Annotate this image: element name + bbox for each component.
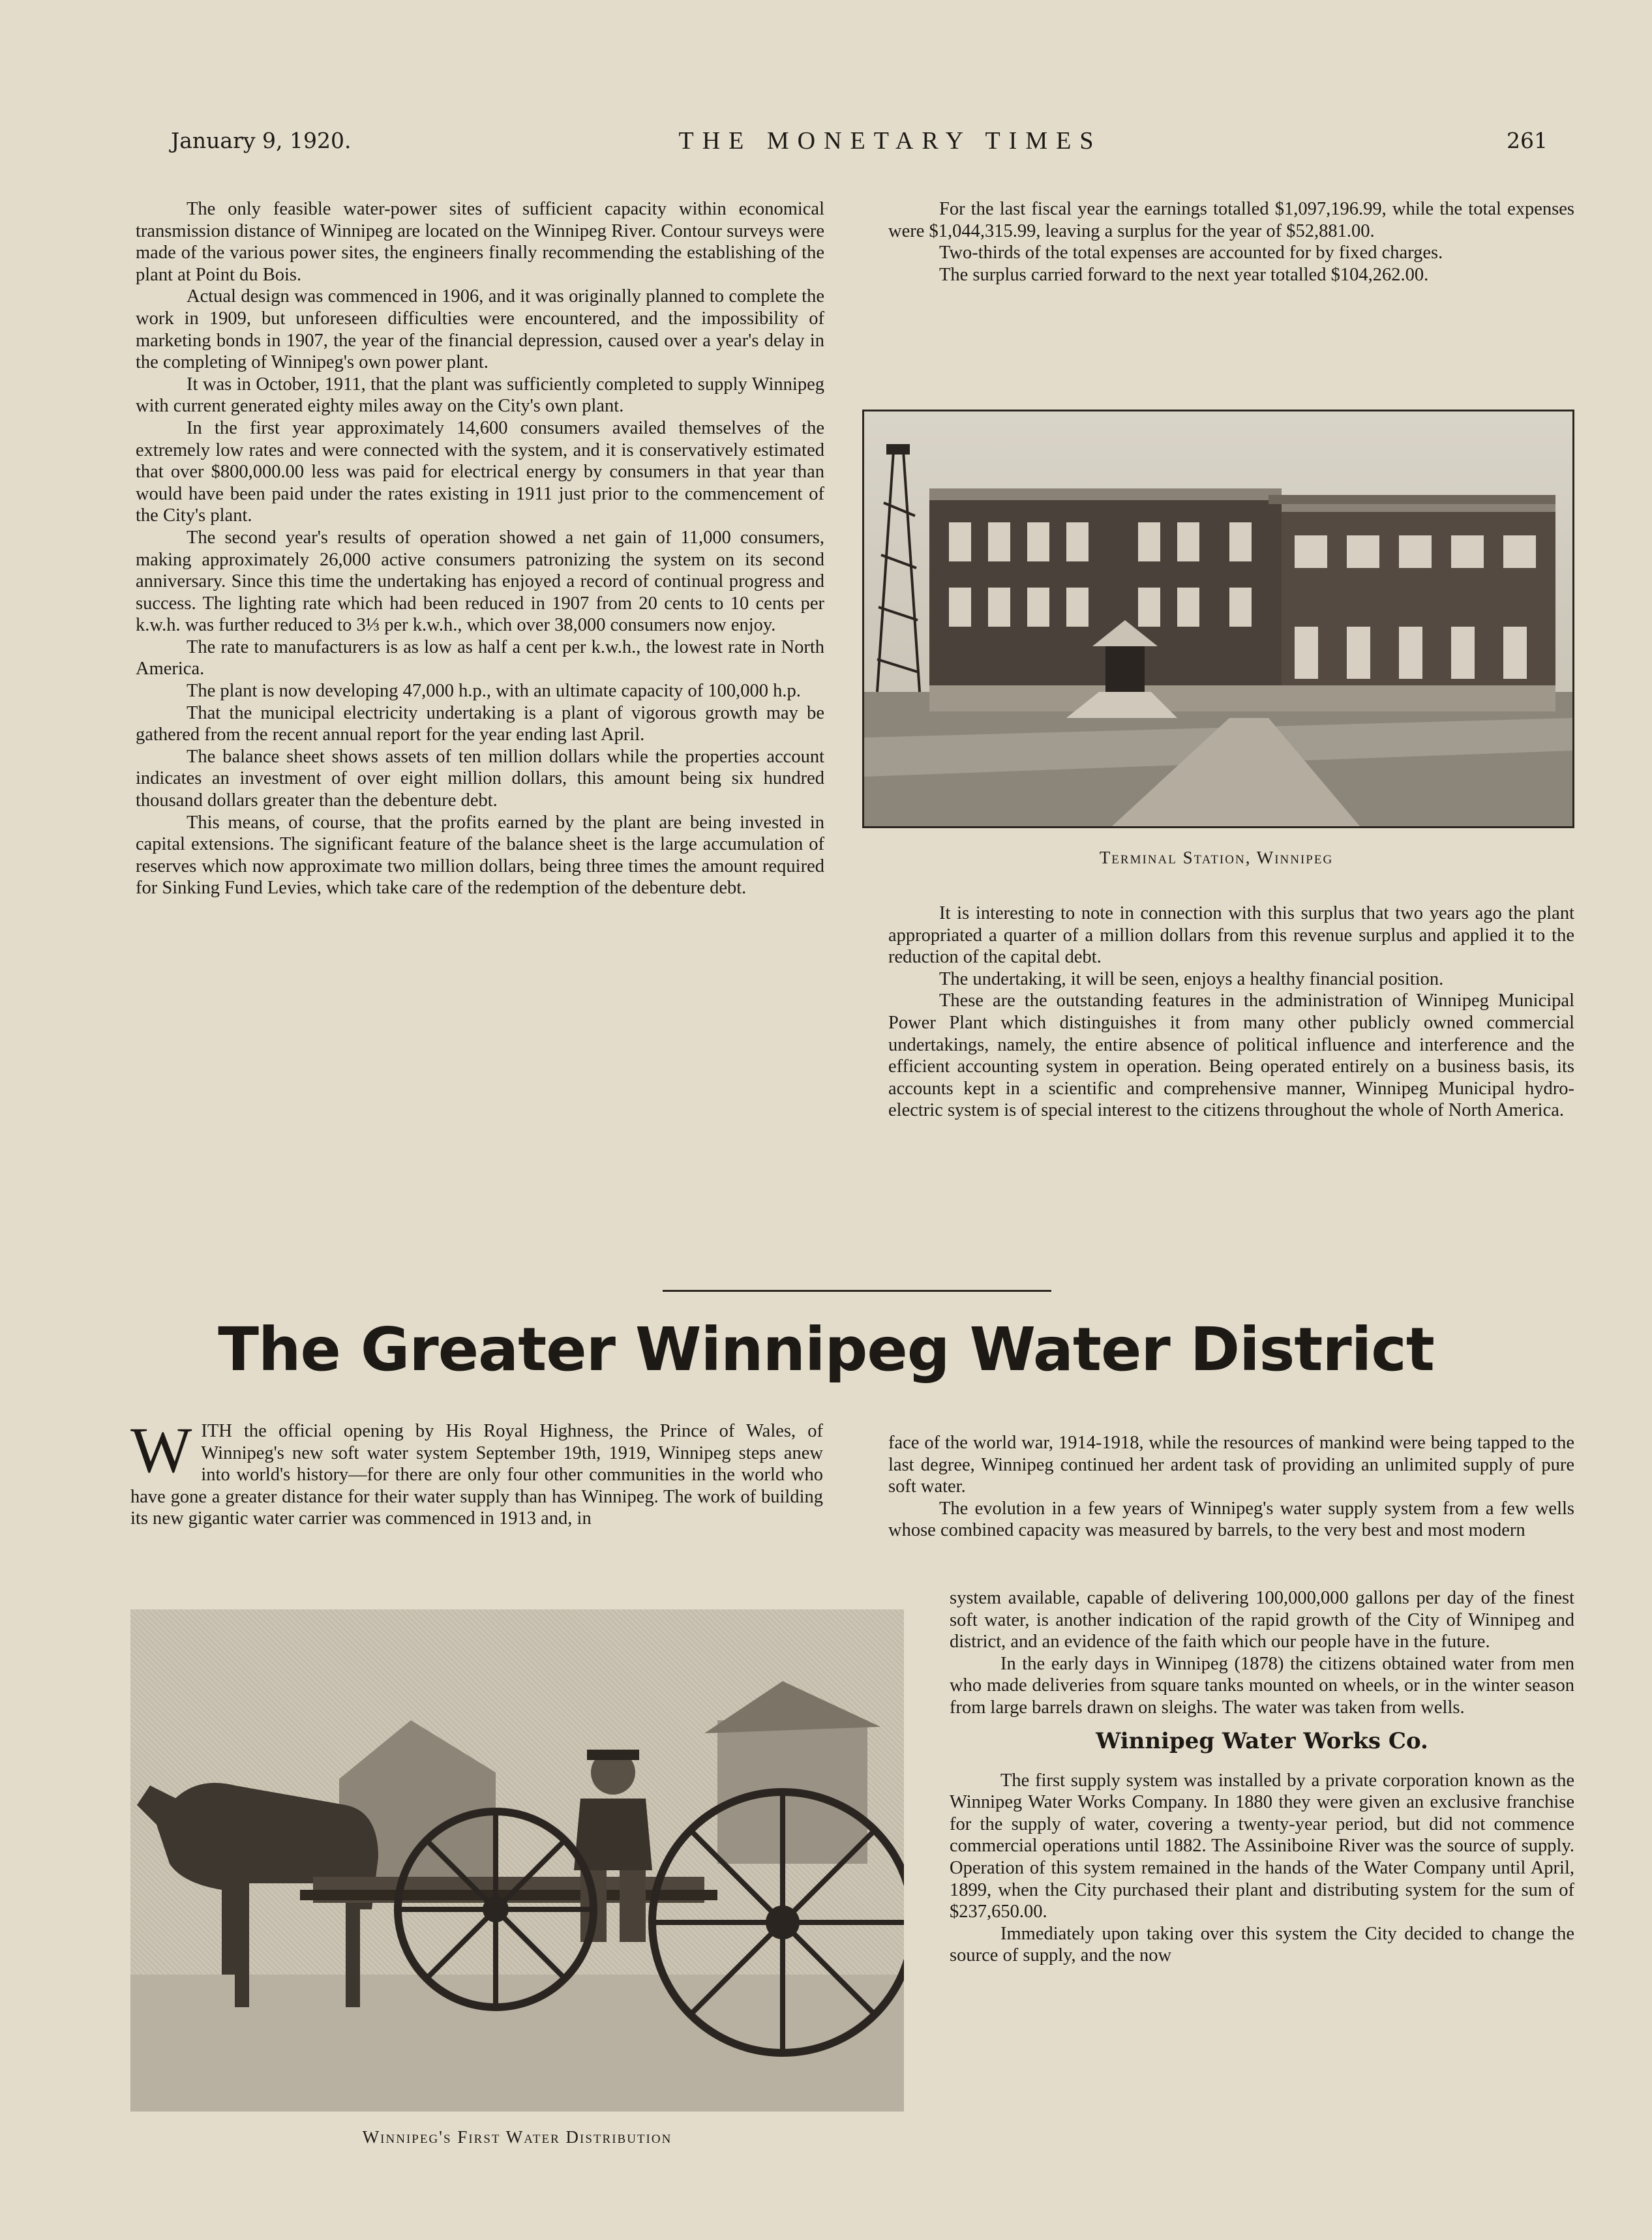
paragraph: The surplus carried forward to the next year totalled $104,262.00. [939,264,1429,285]
paragraph: The rate to manufacturers is as low as half a cent per k.w.h., the lowest rate in North America. [136,636,824,679]
drop-cap: W [130,1414,192,1486]
horse-cart-illustration [130,1609,904,2112]
paragraph: This means, of course, that the profits earned by the plant are being invested in capital extensions. The significant feature of the balance sheet is the large accumulation of reserves which now approximate two million dollars, being three times the amount required for Sinking Fund Levies, which take care of the redemption of the debenture debt. [136,812,824,899]
page-number: 261 [1507,128,1548,153]
power-article-right-column-top [888,198,1574,286]
terminal-station-caption: Terminal Station, Winnipeg [1099,848,1334,867]
water-article-right-column-indented [950,1587,1574,1967]
paragraph: The only feasible water-power sites of sufficient capacity within economical transmission distance of Winnipeg are located on the Winnipeg River. Contour surveys were made of the various power sites, the engineers finally recommending the establishing of the plant at Point du Bois. [136,199,824,285]
publication-title: THE MONETARY TIMES [678,127,1102,155]
first-water-distribution-caption: Winnipeg's First Water Distribution [362,2127,672,2147]
paragraph: The undertaking, it will be seen, enjoys a healthy financial position. [939,968,1444,989]
lead-paragraph [130,1414,823,1530]
first-water-distribution-photo [130,1609,904,2112]
water-article-lead [130,1414,823,1530]
lead-text: ITH the official opening by His Royal Highness, the Prince of Wales, of Winnipeg's new soft water system September 19th, 1919, Winnipeg steps anew into world's history—for there are only four other communities in the world who have gone a greater distance for their water supply than has Winnipeg. The work of building its new gigantic water carrier was commenced in 1913 and, in [130,1421,823,1529]
paragraph: That the municipal electricity undertaking is a plant of vigorous growth may be gathered from the recent annual report for the year ending last April. [136,702,824,745]
paragraph: face of the world war, 1914-1918, while the resources of mankind were being tapped to the last degree, Winnipeg continued her ardent task of providing an unlimited supply of pure soft water. [888,1433,1574,1497]
paragraph: The balance sheet shows assets of ten million dollars while the properties account indicates an investment of over eight million dollars, this amount being six hundred thousand dollars greater than the debenture debt. [136,746,824,811]
power-article-right-column-bottom [888,903,1574,1122]
building-illustration [864,411,1572,826]
power-article-left-column [136,198,824,899]
paragraph: It was in October, 1911, that the plant was sufficiently completed to supply Winnipeg with current generated eighty miles away on the City's own plant. [136,374,824,417]
paragraph: It is interesting to note in connection with this surplus that two years ago the plant appropriated a quarter of a million dollars from this revenue surplus and applied it to the reduction of the capital debt. [888,903,1574,968]
paragraph: The first supply system was installed by a private corporation known as the Winnipeg Water Works Company. In 1880 they were given an exclusive franchise for the supply of water, covering a twenty-year period, but did not commence commercial operations until 1882. The Assiniboine River was the source of supply. Operation of this system remained in the hands of the Water Company until April, 1899, when the City purchased their plant and distributing system for the sum of $237,650.00. [950,1770,1574,1922]
article-headline: The Greater Winnipeg Water District [218,1315,1434,1384]
paragraph: These are the outstanding features in the administration of Winnipeg Municipal Power Plant which distinguishes it from many other publicly owned commercial undertakings, namely, the entire absence of political influence and interference and the efficient accounting system in operation. Being operated entirely on a business basis, its accounts kept in a scientific and comprehensive manner, Winnipeg Municipal hydro-electric system is of special interest to the citizens throughout the whole of North America. [888,991,1574,1121]
paragraph: In the first year approximately 14,600 consumers availed themselves of the extremely low rates and were connected with the system, and it is conservatively estimated that over $800,000.00 less was paid for electrical energy by consumers in that year than would have been paid under the rates existing in 1911 just prior to the commencement of the City's plant. [136,417,824,526]
paragraph: The second year's results of operation showed a net gain of 11,000 consumers, making approximately 26,000 active consumers patronizing the system on its second anniversary. Since this time the undertaking has enjoyed a record of continual progress and success. The lighting rate which had been reduced in 1907 from 20 cents to 10 cents per k.w.h. was further reduced to 3⅓ per k.w.h., which over 38,000 consumers now enjoy. [136,527,824,636]
paragraph: Actual design was commenced in 1906, and it was originally planned to complete the work in 1909, but unforeseen difficulties were encountered, and the impossibility of marketing bonds in 1907, the year of the financial depression, caused over a year's delay in the completing of Winnipeg's own power plant. [136,286,824,373]
paragraph: The evolution in a few years of Winnipeg's water supply system from a few wells whose combined capacity was measured by barrels, to the very best and most modern [888,1498,1574,1541]
paragraph: Immediately upon taking over this system the City decided to change the source of supply, and the now [950,1923,1574,1966]
paragraph: Two-thirds of the total expenses are accounted for by fixed charges. [939,243,1443,263]
water-article-right-column-top [888,1432,1574,1542]
paragraph: system available, capable of delivering 100,000,000 gallons per day of the finest soft water, is another indication of the rapid growth of the City of Winnipeg and district, and an evidence of the faith which our people have in the future. [950,1588,1574,1652]
paragraph: For the last fiscal year the earnings totalled $1,097,196.99, while the total expenses were $1,044,315.99, leaving a surplus for the year of $52,881.00. [888,199,1574,241]
paragraph: In the early days in Winnipeg (1878) the citizens obtained water from men who made deliveries from square tanks mounted on wheels, or in the winter season from large barrels drawn on sleighs. The water was taken from wells. [950,1653,1574,1718]
terminal-station-photo [862,410,1574,828]
paragraph: The plant is now developing 47,000 h.p., with an ultimate capacity of 100,000 h.p. [187,681,801,702]
issue-date: January 9, 1920. [171,128,352,153]
subheading: Winnipeg Water Works Co. [1096,1727,1428,1754]
section-divider [663,1290,1051,1292]
